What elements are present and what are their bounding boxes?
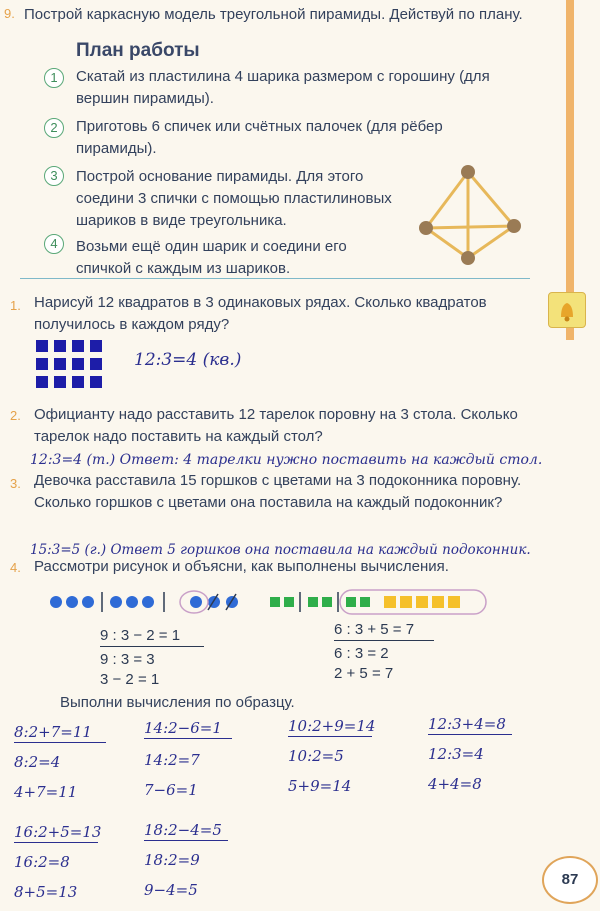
square — [54, 376, 66, 388]
square — [72, 358, 84, 370]
pyramid-illustration — [410, 160, 530, 270]
step-4-badge: 4 — [44, 234, 64, 254]
counting-illustration — [46, 588, 496, 616]
task2-number: 2. — [10, 408, 21, 423]
example2-step1: 6 : 3 = 2 — [334, 645, 389, 662]
square — [72, 340, 84, 352]
square — [72, 376, 84, 388]
task4-number: 4. — [10, 560, 21, 575]
exercise-1-step2: 4+7=11 — [14, 783, 78, 801]
step-2-text: Приготовь 6 спичек или счётных палочек (для рёбер пирамиды). — [76, 118, 443, 157]
bell-icon — [548, 292, 586, 328]
step-1-badge: 1 — [44, 68, 64, 88]
exercise-2-step1: 14:2=7 — [144, 751, 200, 769]
exercise-3-step1: 10:2=5 — [288, 747, 344, 765]
exercise-2-main: 14:2−6=1 — [144, 718, 232, 739]
example2-step2: 2 + 5 = 7 — [334, 665, 394, 682]
section-divider — [20, 278, 530, 279]
task1-number: 1. — [10, 298, 21, 313]
square — [54, 340, 66, 352]
exercise-6-main: 18:2−4=5 — [144, 820, 228, 841]
exercise-6-step1: 18:2=9 — [144, 851, 200, 869]
task9-text: Построй каркасную модель треугольной пирамиды. Действуй по плану. — [24, 6, 523, 23]
exercise-5-step2: 8+5=13 — [14, 883, 78, 901]
exercise-6-step2: 9−4=5 — [144, 881, 198, 899]
plan-title: План работы — [76, 40, 200, 61]
step-2-badge: 2 — [44, 118, 64, 138]
task1-text: Нарисуй 12 квадратов в 3 одинаковых рядах. Сколько квадратов получилось в каждом ряду? — [34, 294, 487, 333]
example1-step1: 9 : 3 = 3 — [100, 651, 155, 668]
page-number: 87 — [542, 856, 598, 904]
square — [36, 340, 48, 352]
task2-answer: 12:3=4 (т.) Ответ: 4 тарелки нужно поставить на каждый стол. — [30, 452, 543, 468]
square — [90, 358, 102, 370]
exercise-3-step2: 5+9=14 — [288, 777, 352, 795]
task1-answer: 12:3=4 (кв.) — [134, 350, 242, 370]
exercise-1-step1: 8:2=4 — [14, 753, 61, 771]
exercise-3-main: 10:2+9=14 — [288, 717, 376, 735]
exercise-5-step1: 16:2=8 — [14, 853, 70, 871]
task9-number: 9. — [4, 6, 15, 21]
task2-text: Официанту надо расставить 12 тарелок поровну на 3 стола. Сколько тарелок надо поставить на каждый стол? — [34, 406, 518, 445]
exercise-2-step2: 7−6=1 — [144, 781, 198, 799]
exercise-1-main: 8:2+7=11 — [14, 722, 106, 743]
step-3-text: Построй основание пирамиды. Для этого соедини 3 спички с помощью пластилиновых шариков в виде треугольника. — [76, 168, 392, 229]
instruction-text: Выполни вычисления по образцу. — [60, 694, 295, 711]
square — [36, 376, 48, 388]
square — [54, 358, 66, 370]
task3-answer: 15:3=5 (г.) Ответ 5 горшков она поставила на каждый подоконник. — [30, 542, 531, 558]
task3-number: 3. — [10, 476, 21, 491]
step-1-text: Скатай из пластилина 4 шарика размером с горошину (для вершин пирамиды). — [76, 68, 490, 107]
square — [90, 376, 102, 388]
sidebar-stripe — [566, 0, 574, 340]
task4-text: Рассмотри рисунок и объясни, как выполнены вычисления. — [34, 558, 449, 575]
square — [90, 340, 102, 352]
exercise-4-main: 12:3+4=8 — [428, 714, 512, 735]
square-grid — [36, 340, 112, 388]
exercise-4-step1: 12:3=4 — [428, 745, 484, 763]
example2-main: 6 : 3 + 5 = 7 — [334, 620, 434, 641]
exercise-5-main: 16:2+5=13 — [14, 823, 102, 841]
example1-main: 9 : 3 − 2 = 1 — [100, 626, 204, 647]
example1-step2: 3 − 2 = 1 — [100, 671, 160, 688]
step-4-text: Возьми ещё один шарик и соедини его спичкой с каждым из шариков. — [76, 238, 347, 277]
square — [36, 358, 48, 370]
step-3-badge: 3 — [44, 166, 64, 186]
task3-text: Девочка расставила 15 горшков с цветами на 3 подоконника поровну. Сколько горшков с цветами она поставила на каждый подоконник? — [34, 472, 522, 511]
exercise-4-step2: 4+4=8 — [428, 775, 482, 793]
